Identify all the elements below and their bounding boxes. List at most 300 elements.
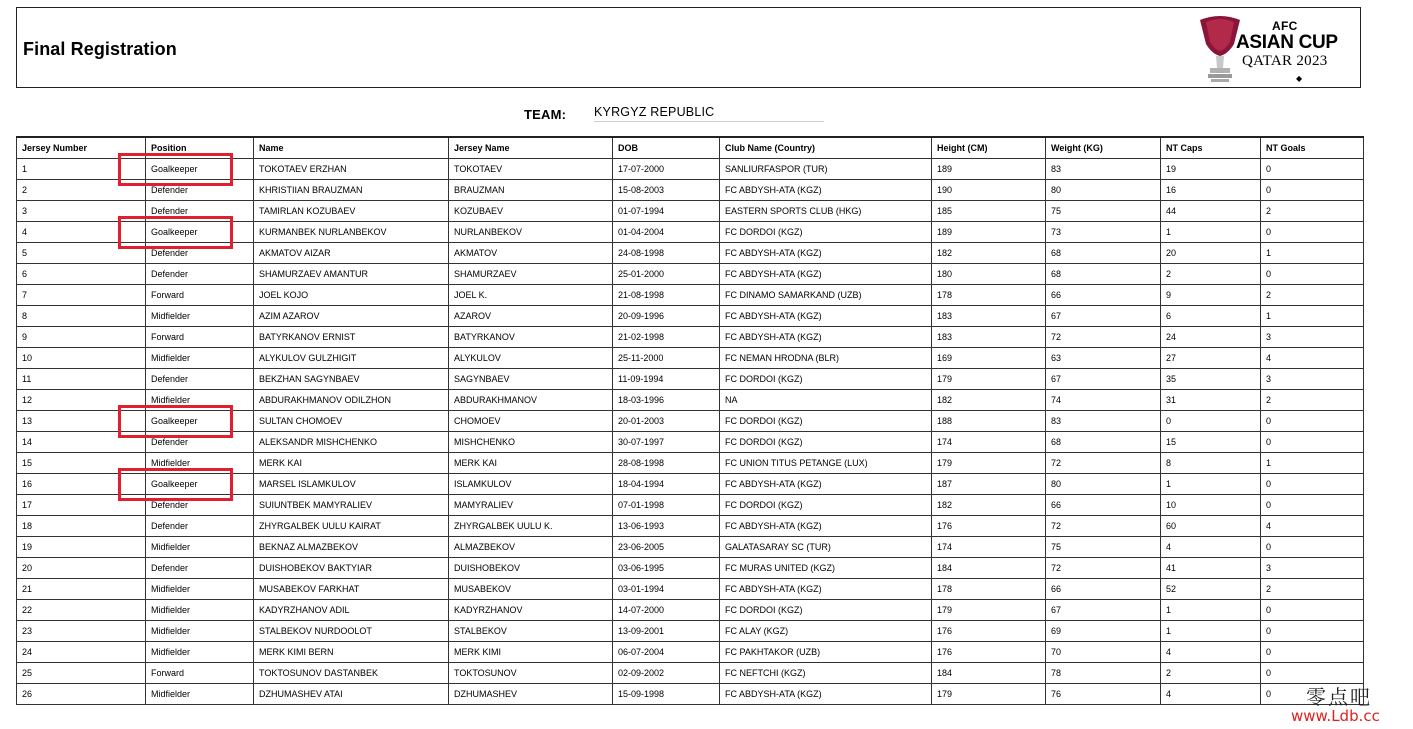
table-cell: 26 <box>17 684 146 705</box>
table-cell: Defender <box>146 243 254 264</box>
table-cell: FC DORDOI (KGZ) <box>720 432 932 453</box>
table-cell: 178 <box>932 285 1046 306</box>
table-cell: 18 <box>17 516 146 537</box>
table-cell: 4 <box>1261 348 1364 369</box>
table-cell: MERK KAI <box>254 453 449 474</box>
table-cell: 07-01-1998 <box>613 495 720 516</box>
table-cell: BATYRKANOV ERNIST <box>254 327 449 348</box>
table-cell: 182 <box>932 243 1046 264</box>
table-cell: 178 <box>932 579 1046 600</box>
table-cell: 179 <box>932 600 1046 621</box>
table-cell: Goalkeeper <box>146 474 254 495</box>
table-cell: FC DORDOI (KGZ) <box>720 600 932 621</box>
table-cell: 12 <box>17 390 146 411</box>
table-cell: 20 <box>17 558 146 579</box>
table-row <box>17 621 1364 642</box>
table-cell: 4 <box>17 222 146 243</box>
table-cell: 14 <box>17 432 146 453</box>
table-cell: 73 <box>1046 222 1161 243</box>
table-cell: ALMAZBEKOV <box>449 537 613 558</box>
table-cell: DZHUMASHEV <box>449 684 613 705</box>
table-cell: 19 <box>17 537 146 558</box>
table-row <box>17 369 1364 390</box>
table-cell: KURMANBEK NURLANBEKOV <box>254 222 449 243</box>
table-cell: FC NEMAN HRODNA (BLR) <box>720 348 932 369</box>
table-cell: 25-01-2000 <box>613 264 720 285</box>
column-header: NT Goals <box>1261 137 1364 159</box>
table-cell: 1 <box>1161 474 1261 495</box>
table-cell: 187 <box>932 474 1046 495</box>
table-cell: SANLIURFASPOR (TUR) <box>720 159 932 180</box>
table-cell: 2 <box>1261 579 1364 600</box>
table-cell: Midfielder <box>146 600 254 621</box>
table-cell: 183 <box>932 327 1046 348</box>
table-row <box>17 264 1364 285</box>
table-cell: 06-07-2004 <box>613 642 720 663</box>
table-cell: 83 <box>1046 411 1161 432</box>
table-cell: Midfielder <box>146 537 254 558</box>
table-cell: MUSABEKOV FARKHAT <box>254 579 449 600</box>
table-cell: 21 <box>17 579 146 600</box>
table-cell: 03-01-1994 <box>613 579 720 600</box>
table-cell: SAGYNBAEV <box>449 369 613 390</box>
table-cell: MISHCHENKO <box>449 432 613 453</box>
table-cell: AZAROV <box>449 306 613 327</box>
table-cell: 22 <box>17 600 146 621</box>
table-cell: 169 <box>932 348 1046 369</box>
table-cell: 6 <box>1161 306 1261 327</box>
table-cell: 75 <box>1046 201 1161 222</box>
table-cell: Midfielder <box>146 390 254 411</box>
table-cell: Goalkeeper <box>146 159 254 180</box>
table-cell: BEKNAZ ALMAZBEKOV <box>254 537 449 558</box>
table-cell: FC ABDYSH-ATA (KGZ) <box>720 180 932 201</box>
table-cell: 72 <box>1046 516 1161 537</box>
table-cell: 13-09-2001 <box>613 621 720 642</box>
table-cell: 2 <box>1261 285 1364 306</box>
table-cell: 15 <box>1161 432 1261 453</box>
table-cell: 72 <box>1046 453 1161 474</box>
table-row <box>17 600 1364 621</box>
table-row <box>17 348 1364 369</box>
table-cell: 52 <box>1161 579 1261 600</box>
table-cell: 15 <box>17 453 146 474</box>
table-row <box>17 579 1364 600</box>
table-cell: 3 <box>1261 327 1364 348</box>
table-cell: Defender <box>146 516 254 537</box>
table-cell: TAMIRLAN KOZUBAEV <box>254 201 449 222</box>
table-cell: 184 <box>932 663 1046 684</box>
table-cell: 30-07-1997 <box>613 432 720 453</box>
table-cell: 23 <box>17 621 146 642</box>
table-cell: 16 <box>17 474 146 495</box>
table-cell: BRAUZMAN <box>449 180 613 201</box>
table-cell: FC ABDYSH-ATA (KGZ) <box>720 684 932 705</box>
table-cell: TOKOTAEV ERZHAN <box>254 159 449 180</box>
table-cell: MERK KAI <box>449 453 613 474</box>
table-cell: DUISHOBEKOV <box>449 558 613 579</box>
table-cell: 4 <box>1261 516 1364 537</box>
table-cell: 68 <box>1046 264 1161 285</box>
table-cell: MERK KIMI <box>449 642 613 663</box>
table-cell: MUSABEKOV <box>449 579 613 600</box>
table-cell: FC PAKHTAKOR (UZB) <box>720 642 932 663</box>
watermark-url: www.Ldb.cc <box>1291 707 1380 725</box>
table-cell: 18-03-1996 <box>613 390 720 411</box>
table-cell: 6 <box>17 264 146 285</box>
table-cell: 17 <box>17 495 146 516</box>
table-cell: 67 <box>1046 369 1161 390</box>
table-cell: FC DORDOI (KGZ) <box>720 411 932 432</box>
table-cell: 68 <box>1046 432 1161 453</box>
table-cell: 190 <box>932 180 1046 201</box>
table-cell: 1 <box>1161 621 1261 642</box>
table-cell: 13-06-1993 <box>613 516 720 537</box>
table-cell: 66 <box>1046 579 1161 600</box>
table-cell: 7 <box>17 285 146 306</box>
table-cell: 0 <box>1261 432 1364 453</box>
table-cell: 0 <box>1261 537 1364 558</box>
table-cell: DZHUMASHEV ATAI <box>254 684 449 705</box>
table-cell: Midfielder <box>146 348 254 369</box>
table-cell: 02-09-2002 <box>613 663 720 684</box>
column-header: Name <box>254 137 449 159</box>
table-cell: 25 <box>17 663 146 684</box>
table-cell: GALATASARAY SC (TUR) <box>720 537 932 558</box>
table-cell: 74 <box>1046 390 1161 411</box>
table-cell: 24-08-1998 <box>613 243 720 264</box>
table-cell: 10 <box>17 348 146 369</box>
column-header: Jersey Number <box>17 137 146 159</box>
table-cell: 179 <box>932 453 1046 474</box>
table-row <box>17 327 1364 348</box>
table-cell: 174 <box>932 537 1046 558</box>
table-cell: ISLAMKULOV <box>449 474 613 495</box>
table-cell: DUISHOBEKOV BAKTYIAR <box>254 558 449 579</box>
table-cell: 1 <box>1261 306 1364 327</box>
table-cell: NURLANBEKOV <box>449 222 613 243</box>
table-cell: 25-11-2000 <box>613 348 720 369</box>
table-cell: 2 <box>1261 201 1364 222</box>
table-cell: 01-07-1994 <box>613 201 720 222</box>
table-cell: 0 <box>1261 600 1364 621</box>
table-cell: 80 <box>1046 180 1161 201</box>
column-header: Weight (KG) <box>1046 137 1161 159</box>
table-cell: FC DORDOI (KGZ) <box>720 222 932 243</box>
table-cell: 14-07-2000 <box>613 600 720 621</box>
table-cell: Defender <box>146 369 254 390</box>
logo-diamond-mark: ◆ <box>1296 74 1303 83</box>
table-cell: Midfielder <box>146 684 254 705</box>
table-cell: ZHYRGALBEK UULU K. <box>449 516 613 537</box>
table-cell: 18-04-1994 <box>613 474 720 495</box>
table-cell: 1 <box>1161 600 1261 621</box>
table-cell: 67 <box>1046 600 1161 621</box>
logo-line-asian-cup: ASIAN CUP <box>1236 32 1338 53</box>
table-cell: 176 <box>932 642 1046 663</box>
table-cell: 188 <box>932 411 1046 432</box>
table-cell: 0 <box>1161 411 1261 432</box>
table-cell: SULTAN CHOMOEV <box>254 411 449 432</box>
table-cell: SHAMURZAEV <box>449 264 613 285</box>
table-cell: 2 <box>1261 390 1364 411</box>
table-cell: 23-06-2005 <box>613 537 720 558</box>
table-cell: 180 <box>932 264 1046 285</box>
table-cell: AKMATOV <box>449 243 613 264</box>
table-cell: 8 <box>1161 453 1261 474</box>
table-cell: Midfielder <box>146 306 254 327</box>
table-row <box>17 285 1364 306</box>
table-cell: 0 <box>1261 411 1364 432</box>
logo-line-afc: AFC <box>1272 19 1298 33</box>
table-cell: Midfielder <box>146 579 254 600</box>
table-row <box>17 516 1364 537</box>
table-cell: 9 <box>1161 285 1261 306</box>
table-cell: 20-01-2003 <box>613 411 720 432</box>
team-value: KYRGYZ REPUBLIC <box>594 105 824 122</box>
table-cell: Forward <box>146 327 254 348</box>
table-cell: 174 <box>932 432 1046 453</box>
team-label: TEAM: <box>524 107 567 122</box>
table-cell: 03-06-1995 <box>613 558 720 579</box>
table-cell: Defender <box>146 201 254 222</box>
table-cell: FC DINAMO SAMARKAND (UZB) <box>720 285 932 306</box>
table-cell: 1 <box>1261 243 1364 264</box>
column-header: Club Name (Country) <box>720 137 932 159</box>
watermark-chinese: 零点吧 <box>1306 685 1372 709</box>
table-cell: 2 <box>1161 663 1261 684</box>
table-cell: MERK KIMI BERN <box>254 642 449 663</box>
table-cell: 72 <box>1046 327 1161 348</box>
table-cell: 1 <box>17 159 146 180</box>
table-cell: TOKTOSUNOV DASTANBEK <box>254 663 449 684</box>
table-cell: FC DORDOI (KGZ) <box>720 495 932 516</box>
table-cell: TOKTOSUNOV <box>449 663 613 684</box>
highlight-box <box>118 153 233 186</box>
table-cell: Midfielder <box>146 453 254 474</box>
table-cell: ZHYRGALBEK UULU KAIRAT <box>254 516 449 537</box>
table-cell: BEKZHAN SAGYNBAEV <box>254 369 449 390</box>
table-cell: 184 <box>932 558 1046 579</box>
column-header: Position <box>146 137 254 159</box>
table-cell: FC NEFTCHI (KGZ) <box>720 663 932 684</box>
table-cell: FC UNION TITUS PETANGE (LUX) <box>720 453 932 474</box>
table-cell: 21-02-1998 <box>613 327 720 348</box>
table-cell: ALEKSANDR MISHCHENKO <box>254 432 449 453</box>
table-cell: 78 <box>1046 663 1161 684</box>
table-cell: 0 <box>1261 180 1364 201</box>
table-cell: 0 <box>1261 264 1364 285</box>
table-cell: 176 <box>932 516 1046 537</box>
table-cell: 0 <box>1261 642 1364 663</box>
table-cell: 28-08-1998 <box>613 453 720 474</box>
table-cell: TOKOTAEV <box>449 159 613 180</box>
table-cell: 179 <box>932 369 1046 390</box>
table-cell: Forward <box>146 663 254 684</box>
table-cell: KADYRZHANOV ADIL <box>254 600 449 621</box>
table-cell: Goalkeeper <box>146 222 254 243</box>
column-header: DOB <box>613 137 720 159</box>
table-cell: 20 <box>1161 243 1261 264</box>
table-cell: 72 <box>1046 558 1161 579</box>
table-cell: 0 <box>1261 495 1364 516</box>
table-cell: MAMYRALIEV <box>449 495 613 516</box>
table-cell: EASTERN SPORTS CLUB (HKG) <box>720 201 932 222</box>
table-cell: 15-08-2003 <box>613 180 720 201</box>
table-cell: 4 <box>1161 684 1261 705</box>
table-cell: 69 <box>1046 621 1161 642</box>
table-cell: Defender <box>146 558 254 579</box>
table-cell: 83 <box>1046 159 1161 180</box>
table-cell: 27 <box>1161 348 1261 369</box>
table-cell: 183 <box>932 306 1046 327</box>
table-cell: MARSEL ISLAMKULOV <box>254 474 449 495</box>
table-cell: 76 <box>1046 684 1161 705</box>
table-cell: 0 <box>1261 474 1364 495</box>
table-cell: 15-09-1998 <box>613 684 720 705</box>
table-cell: JOEL KOJO <box>254 285 449 306</box>
table-row <box>17 558 1364 579</box>
table-cell: 35 <box>1161 369 1261 390</box>
table-cell: KADYRZHANOV <box>449 600 613 621</box>
table-cell: 9 <box>17 327 146 348</box>
table-cell: FC ABDYSH-ATA (KGZ) <box>720 327 932 348</box>
table-cell: 01-04-2004 <box>613 222 720 243</box>
table-cell: 41 <box>1161 558 1261 579</box>
table-cell: 24 <box>17 642 146 663</box>
table-cell: 17-07-2000 <box>613 159 720 180</box>
table-cell: 0 <box>1261 222 1364 243</box>
table-row <box>17 642 1364 663</box>
table-cell: Defender <box>146 264 254 285</box>
table-cell: 60 <box>1161 516 1261 537</box>
table-cell: Goalkeeper <box>146 411 254 432</box>
table-cell: Forward <box>146 285 254 306</box>
table-cell: 0 <box>1261 684 1364 705</box>
table-cell: 0 <box>1261 663 1364 684</box>
table-cell: 3 <box>1261 558 1364 579</box>
table-cell: 2 <box>1161 264 1261 285</box>
table-cell: 1 <box>1261 453 1364 474</box>
table-cell: 0 <box>1261 621 1364 642</box>
table-cell: NA <box>720 390 932 411</box>
table-cell: 68 <box>1046 243 1161 264</box>
table-cell: 4 <box>1161 537 1261 558</box>
table-cell: Defender <box>146 432 254 453</box>
table-cell: 11-09-1994 <box>613 369 720 390</box>
table-cell: 8 <box>17 306 146 327</box>
table-cell: ABDURAKHMANOV <box>449 390 613 411</box>
table-cell: 67 <box>1046 306 1161 327</box>
table-cell: Midfielder <box>146 642 254 663</box>
table-cell: SUIUNTBEK MAMYRALIEV <box>254 495 449 516</box>
table-cell: FC MURAS UNITED (KGZ) <box>720 558 932 579</box>
table-cell: 20-09-1996 <box>613 306 720 327</box>
document-header <box>16 7 1361 88</box>
table-cell: FC ABDYSH-ATA (KGZ) <box>720 264 932 285</box>
table-cell: 182 <box>932 390 1046 411</box>
table-cell: 1 <box>1161 222 1261 243</box>
highlight-box <box>118 216 233 249</box>
table-cell: 2 <box>17 180 146 201</box>
table-cell: 10 <box>1161 495 1261 516</box>
table-cell: 176 <box>932 621 1046 642</box>
table-cell: 185 <box>932 201 1046 222</box>
table-row <box>17 663 1364 684</box>
table-cell: 63 <box>1046 348 1161 369</box>
table-cell: 24 <box>1161 327 1261 348</box>
table-cell: 31 <box>1161 390 1261 411</box>
table-cell: Midfielder <box>146 621 254 642</box>
table-cell: KHRISTIIAN BRAUZMAN <box>254 180 449 201</box>
table-row <box>17 684 1364 705</box>
page-title: Final Registration <box>23 39 177 59</box>
table-cell: FC ABDYSH-ATA (KGZ) <box>720 243 932 264</box>
table-cell: FC ALAY (KGZ) <box>720 621 932 642</box>
table-cell: KOZUBAEV <box>449 201 613 222</box>
table-cell: 66 <box>1046 285 1161 306</box>
logo-line-qatar: QATAR 2023 <box>1242 53 1328 69</box>
table-cell: 44 <box>1161 201 1261 222</box>
table-cell: 66 <box>1046 495 1161 516</box>
table-cell: 5 <box>17 243 146 264</box>
table-cell: FC ABDYSH-ATA (KGZ) <box>720 474 932 495</box>
table-cell: AZIM AZAROV <box>254 306 449 327</box>
table-cell: 11 <box>17 369 146 390</box>
table-cell: ALYKULOV <box>449 348 613 369</box>
column-header: Jersey Name <box>449 137 613 159</box>
table-cell: 189 <box>932 222 1046 243</box>
column-header: Height (CM) <box>932 137 1046 159</box>
table-cell: SHAMURZAEV AMANTUR <box>254 264 449 285</box>
table-cell: 75 <box>1046 537 1161 558</box>
table-cell: 179 <box>932 684 1046 705</box>
table-cell: 13 <box>17 411 146 432</box>
table-cell: FC DORDOI (KGZ) <box>720 369 932 390</box>
table-cell: 182 <box>932 495 1046 516</box>
table-cell: CHOMOEV <box>449 411 613 432</box>
table-cell: 19 <box>1161 159 1261 180</box>
table-cell: FC ABDYSH-ATA (KGZ) <box>720 579 932 600</box>
table-cell: 21-08-1998 <box>613 285 720 306</box>
table-cell: 0 <box>1261 159 1364 180</box>
table-cell: AKMATOV AIZAR <box>254 243 449 264</box>
table-cell: STALBEKOV NURDOOLOT <box>254 621 449 642</box>
table-cell: FC ABDYSH-ATA (KGZ) <box>720 306 932 327</box>
highlight-box <box>118 405 233 438</box>
table-cell: 4 <box>1161 642 1261 663</box>
table-cell: ALYKULOV GULZHIGIT <box>254 348 449 369</box>
table-cell: 70 <box>1046 642 1161 663</box>
column-header: NT Caps <box>1161 137 1261 159</box>
table-cell: JOEL K. <box>449 285 613 306</box>
table-row <box>17 306 1364 327</box>
table-cell: FC ABDYSH-ATA (KGZ) <box>720 516 932 537</box>
table-row <box>17 537 1364 558</box>
table-cell: Defender <box>146 495 254 516</box>
table-cell: 80 <box>1046 474 1161 495</box>
table-cell: 3 <box>17 201 146 222</box>
table-cell: 189 <box>932 159 1046 180</box>
table-cell: BATYRKANOV <box>449 327 613 348</box>
table-cell: STALBEKOV <box>449 621 613 642</box>
table-cell: Defender <box>146 180 254 201</box>
highlight-box <box>118 468 233 501</box>
table-cell: 16 <box>1161 180 1261 201</box>
table-cell: 3 <box>1261 369 1364 390</box>
afc-asian-cup-logo <box>1180 14 1350 86</box>
table-cell: ABDURAKHMANOV ODILZHON <box>254 390 449 411</box>
